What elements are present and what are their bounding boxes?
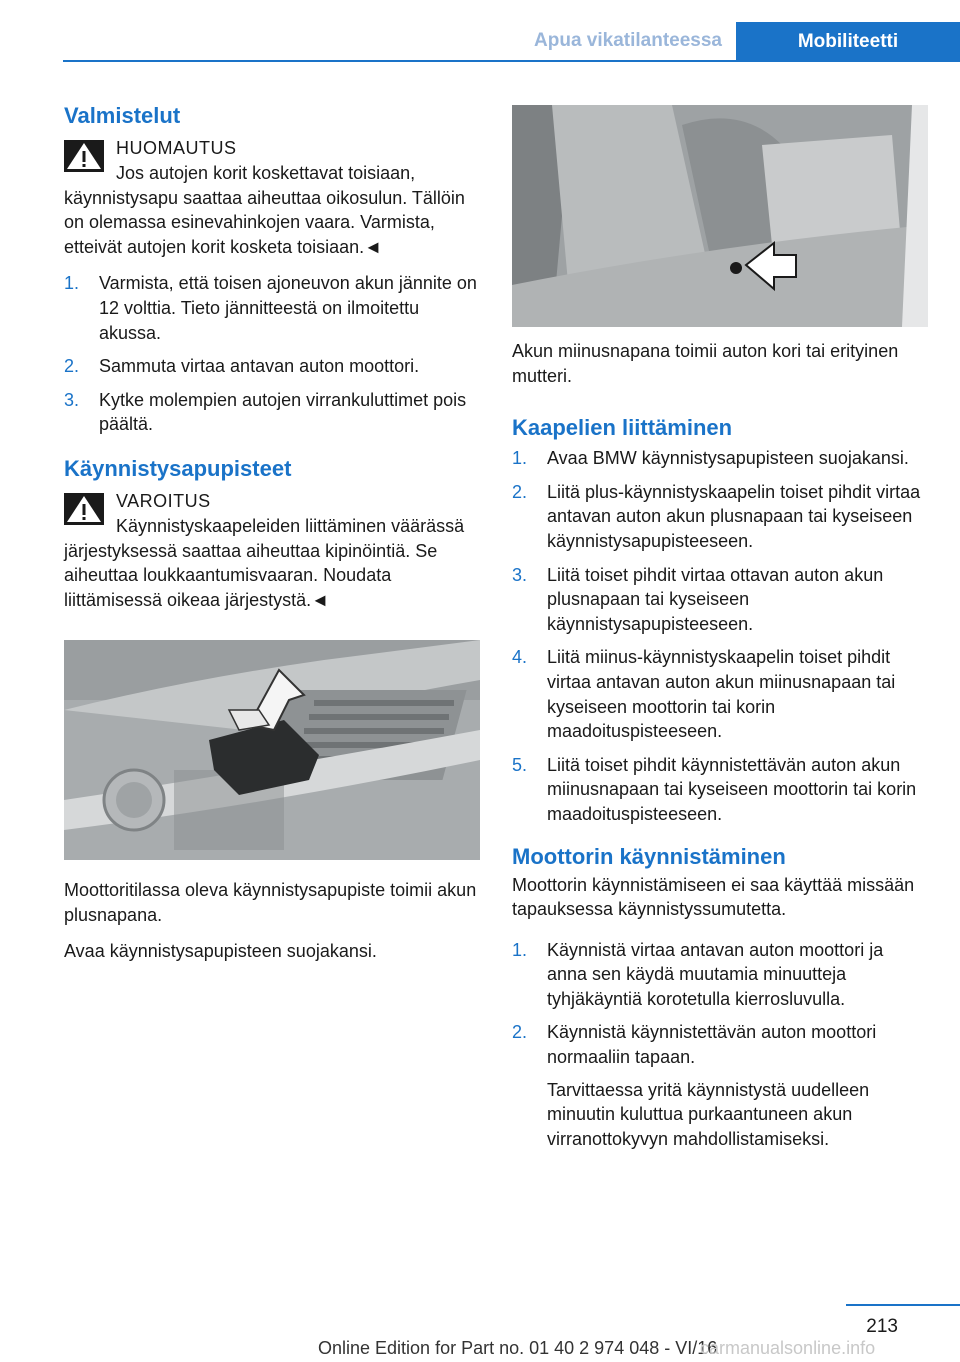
step-extra-text: Tarvittaessa yritä käynnistystä uudelleen minuutin kuluttua purkaantuneen akun virranottokyvyn mahdollistamiseksi. xyxy=(547,1079,870,1149)
intro-text: Moottorin käynnistämiseen ei saa käyttää missään tapauksessa käynnistyssumutetta. xyxy=(512,874,915,920)
section-title: Apua vikatilanteessa xyxy=(534,30,722,51)
list-item: 4. Liitä miinus-käynnistyskaapelin toiset pihdit virtaa antavan auton akun miinusnapaan tai kyseiseen moottorin tai korin maadoituspisteeseen. xyxy=(512,647,896,742)
heading-kaapelien: Kaapelien liittäminen xyxy=(512,415,733,441)
right-column xyxy=(512,105,928,1160)
list-item: 2. Sammuta virtaa antavan auton moottori. xyxy=(64,356,420,377)
edition-text: Online Edition for Part no. 01 40 2 974 048 - VI/16 xyxy=(318,1338,718,1358)
left-column xyxy=(64,98,480,963)
warning-box xyxy=(64,489,480,612)
list-item: 1. Käynnistä virtaa antavan auton moottori ja anna sen käydä muutamia minuutteja tyhjäkäyntiä korotetulla kierrosluvulla. xyxy=(512,939,884,1009)
warning-triangle-icon xyxy=(64,140,104,172)
connection-steps xyxy=(512,446,928,826)
list-item: 3. Kytke molempien autojen virrankuluttimet pois päältä. xyxy=(64,389,467,435)
preparation-steps xyxy=(64,271,480,437)
heading-kaynnistysapupisteet: Käynnistysapupisteet xyxy=(64,455,292,481)
list-item: 2. Käynnistä käynnistettävän auton moottori normaaliin tapaan. Tarvittaessa yritä käynnistystä uudelleen minuutin kuluttua purkaantuneen akun virranottokyvyn mahdollistamiseksi. xyxy=(512,1020,928,1151)
chapter-tab: Mobiliteetti xyxy=(736,22,960,62)
list-item: 2. Liitä plus-käynnistyskaapelin toiset pihdit virtaa antavan auton akun plusnapaan tai kyseiseen käynnistysapupisteeseen. xyxy=(512,481,921,551)
list-item: 3. Liitä toiset pihdit virtaa ottavan auton akun plusnapaan tai kyseiseen käynnistysapupisteeseen. xyxy=(512,564,884,634)
ground-point-photo xyxy=(512,105,928,327)
start-steps xyxy=(512,938,928,1152)
notice-box xyxy=(64,136,480,259)
heading-valmistelut: Valmistelut xyxy=(64,103,181,128)
warning-text: Käynnistyskaapeleiden liittäminen väärässä järjestyksessä saattaa aiheuttaa kipinöintiä. Se aiheuttaa loukkaantumisvaaran. Noudata liittämisessä oikeaa järjestystä.◄ xyxy=(64,515,465,610)
page-header xyxy=(0,22,960,62)
page-number-rule xyxy=(846,1304,960,1306)
notice-title: HUOMAUTUS xyxy=(116,138,237,158)
list-item: 1. Avaa BMW käynnistysapupisteen suojakansi. xyxy=(512,448,909,469)
list-item: 1. Varmista, että toisen ajoneuvon akun jännite on 12 volttia. Tieto jännitteestä on ilmoitettu akussa. xyxy=(64,273,477,343)
instruction-text: Avaa käynnistysapupisteen suojakansi. xyxy=(64,940,377,961)
warning-title: VAROITUS xyxy=(116,490,211,511)
notice-text: Jos autojen korit koskettavat toisiaan, käynnistysapu saattaa aiheuttaa oikosulun. Tällöin on olemassa esinevahinkojen vaara. Varmista, etteivät autojen korit kosketa toisiaan.◄ xyxy=(64,163,465,257)
watermark: carmanualsonline.info xyxy=(700,1338,876,1358)
photo-caption: Moottoritilassa oleva käynnistysapupiste toimii akun plusnapana. xyxy=(64,880,477,925)
warning-triangle-icon xyxy=(64,493,104,525)
header-rule xyxy=(63,60,960,62)
list-item: 5. Liitä toiset pihdit käynnistettävän auton akun miinusnapaan tai kyseiseen moottorin tai korin maadoituspisteeseen. xyxy=(512,754,917,824)
heading-moottorin: Moottorin käynnistäminen xyxy=(512,843,786,869)
jump-start-point-photo xyxy=(64,640,480,860)
photo-caption: Akun miinusnapana toimii auton kori tai erityinen mutteri. xyxy=(512,341,899,386)
page-number: 213 xyxy=(866,1316,898,1337)
